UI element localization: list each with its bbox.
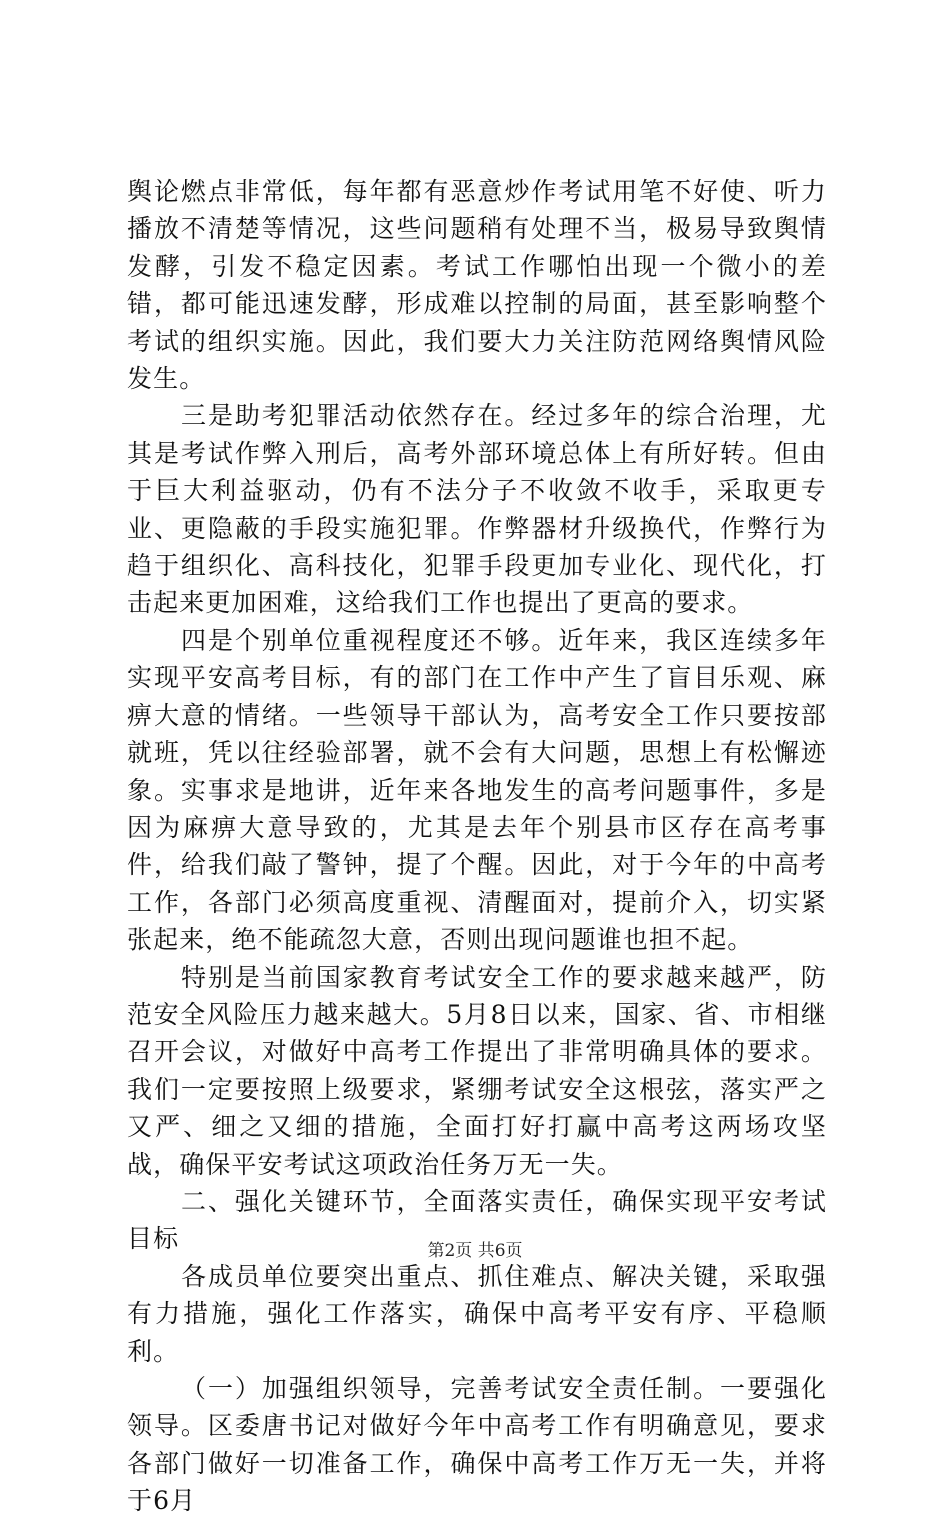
paragraph-special-note: 特别是当前国家教育考试安全工作的要求越来越严，防范安全风险压力越来越大。5月8日以来，国家、省、市相继召开会议，对做好中高考工作提出了非常明确具体的要求。我们一定要按照上级要求，紧绷考试安全这根弦，落实严之又严、细之又细的措施，全面打好打赢中高考这两场攻坚战，确保平安考试这项政治任务万无一失。: [127, 962, 827, 1179]
paragraph-subsection-one: （一）加强组织领导，完善考试安全责任制。一要强化领导。区委唐书记对做好今年中高考工作有明确意见，要求各部门做好一切准备工作，确保中高考工作万无一失，并将于6月: [127, 1374, 827, 1516]
document-body: [127, 173, 827, 1520]
paragraph-section-intro: 各成员单位要突出重点、抓住难点、解决关键，采取强有力措施，强化工作落实，确保中高考平安有序、平稳顺利。: [127, 1261, 827, 1366]
paragraph-continuation: 舆论燃点非常低，每年都有恶意炒作考试用笔不好使、听力播放不清楚等情况，这些问题稍有处理不当，极易导致舆情发酵，引发不稳定因素。考试工作哪怕出现一个微小的差错，都可能迅速发酵，形成难以控制的局面，甚至影响整个考试的组织实施。因此，我们要大力关注防范网络舆情风险发生。: [127, 177, 827, 394]
section-heading-two: 二、强化关键环节，全面落实责任，确保实现平安考试目标: [127, 1186, 827, 1254]
paragraph-point-three: 三是助考犯罪活动依然存在。经过多年的综合治理，尤其是考试作弊入刑后，高考外部环境总体上有所好转。但由于巨大利益驱动，仍有不法分子不收敛不收手，采取更专业、更隐蔽的手段实施犯罪。作弊器材升级换代，作弊行为趋于组织化、高科技化，犯罪手段更加专业化、现代化，打击起来更加困难，这给我们工作也提出了更高的要求。: [127, 401, 827, 618]
paragraph-point-four: 四是个别单位重视程度还不够。近年来，我区连续多年实现平安高考目标，有的部门在工作中产生了盲目乐观、麻痹大意的情绪。一些领导干部认为，高考安全工作只要按部就班，凭以往经验部署，就不会有大问题，思想上有松懈迹象。实事求是地讲，近年来各地发生的高考问题事件，多是因为麻痹大意导致的，尤其是去年个别县市区存在高考事件，给我们敲了警钟，提了个醒。因此，对于今年的中高考工作，各部门必须高度重视、清醒面对，提前介入，切实紧张起来，绝不能疏忽大意，否则出现问题谁也担不起。: [127, 625, 827, 955]
page-number-footer: 第2页 共6页: [427, 1241, 523, 1261]
